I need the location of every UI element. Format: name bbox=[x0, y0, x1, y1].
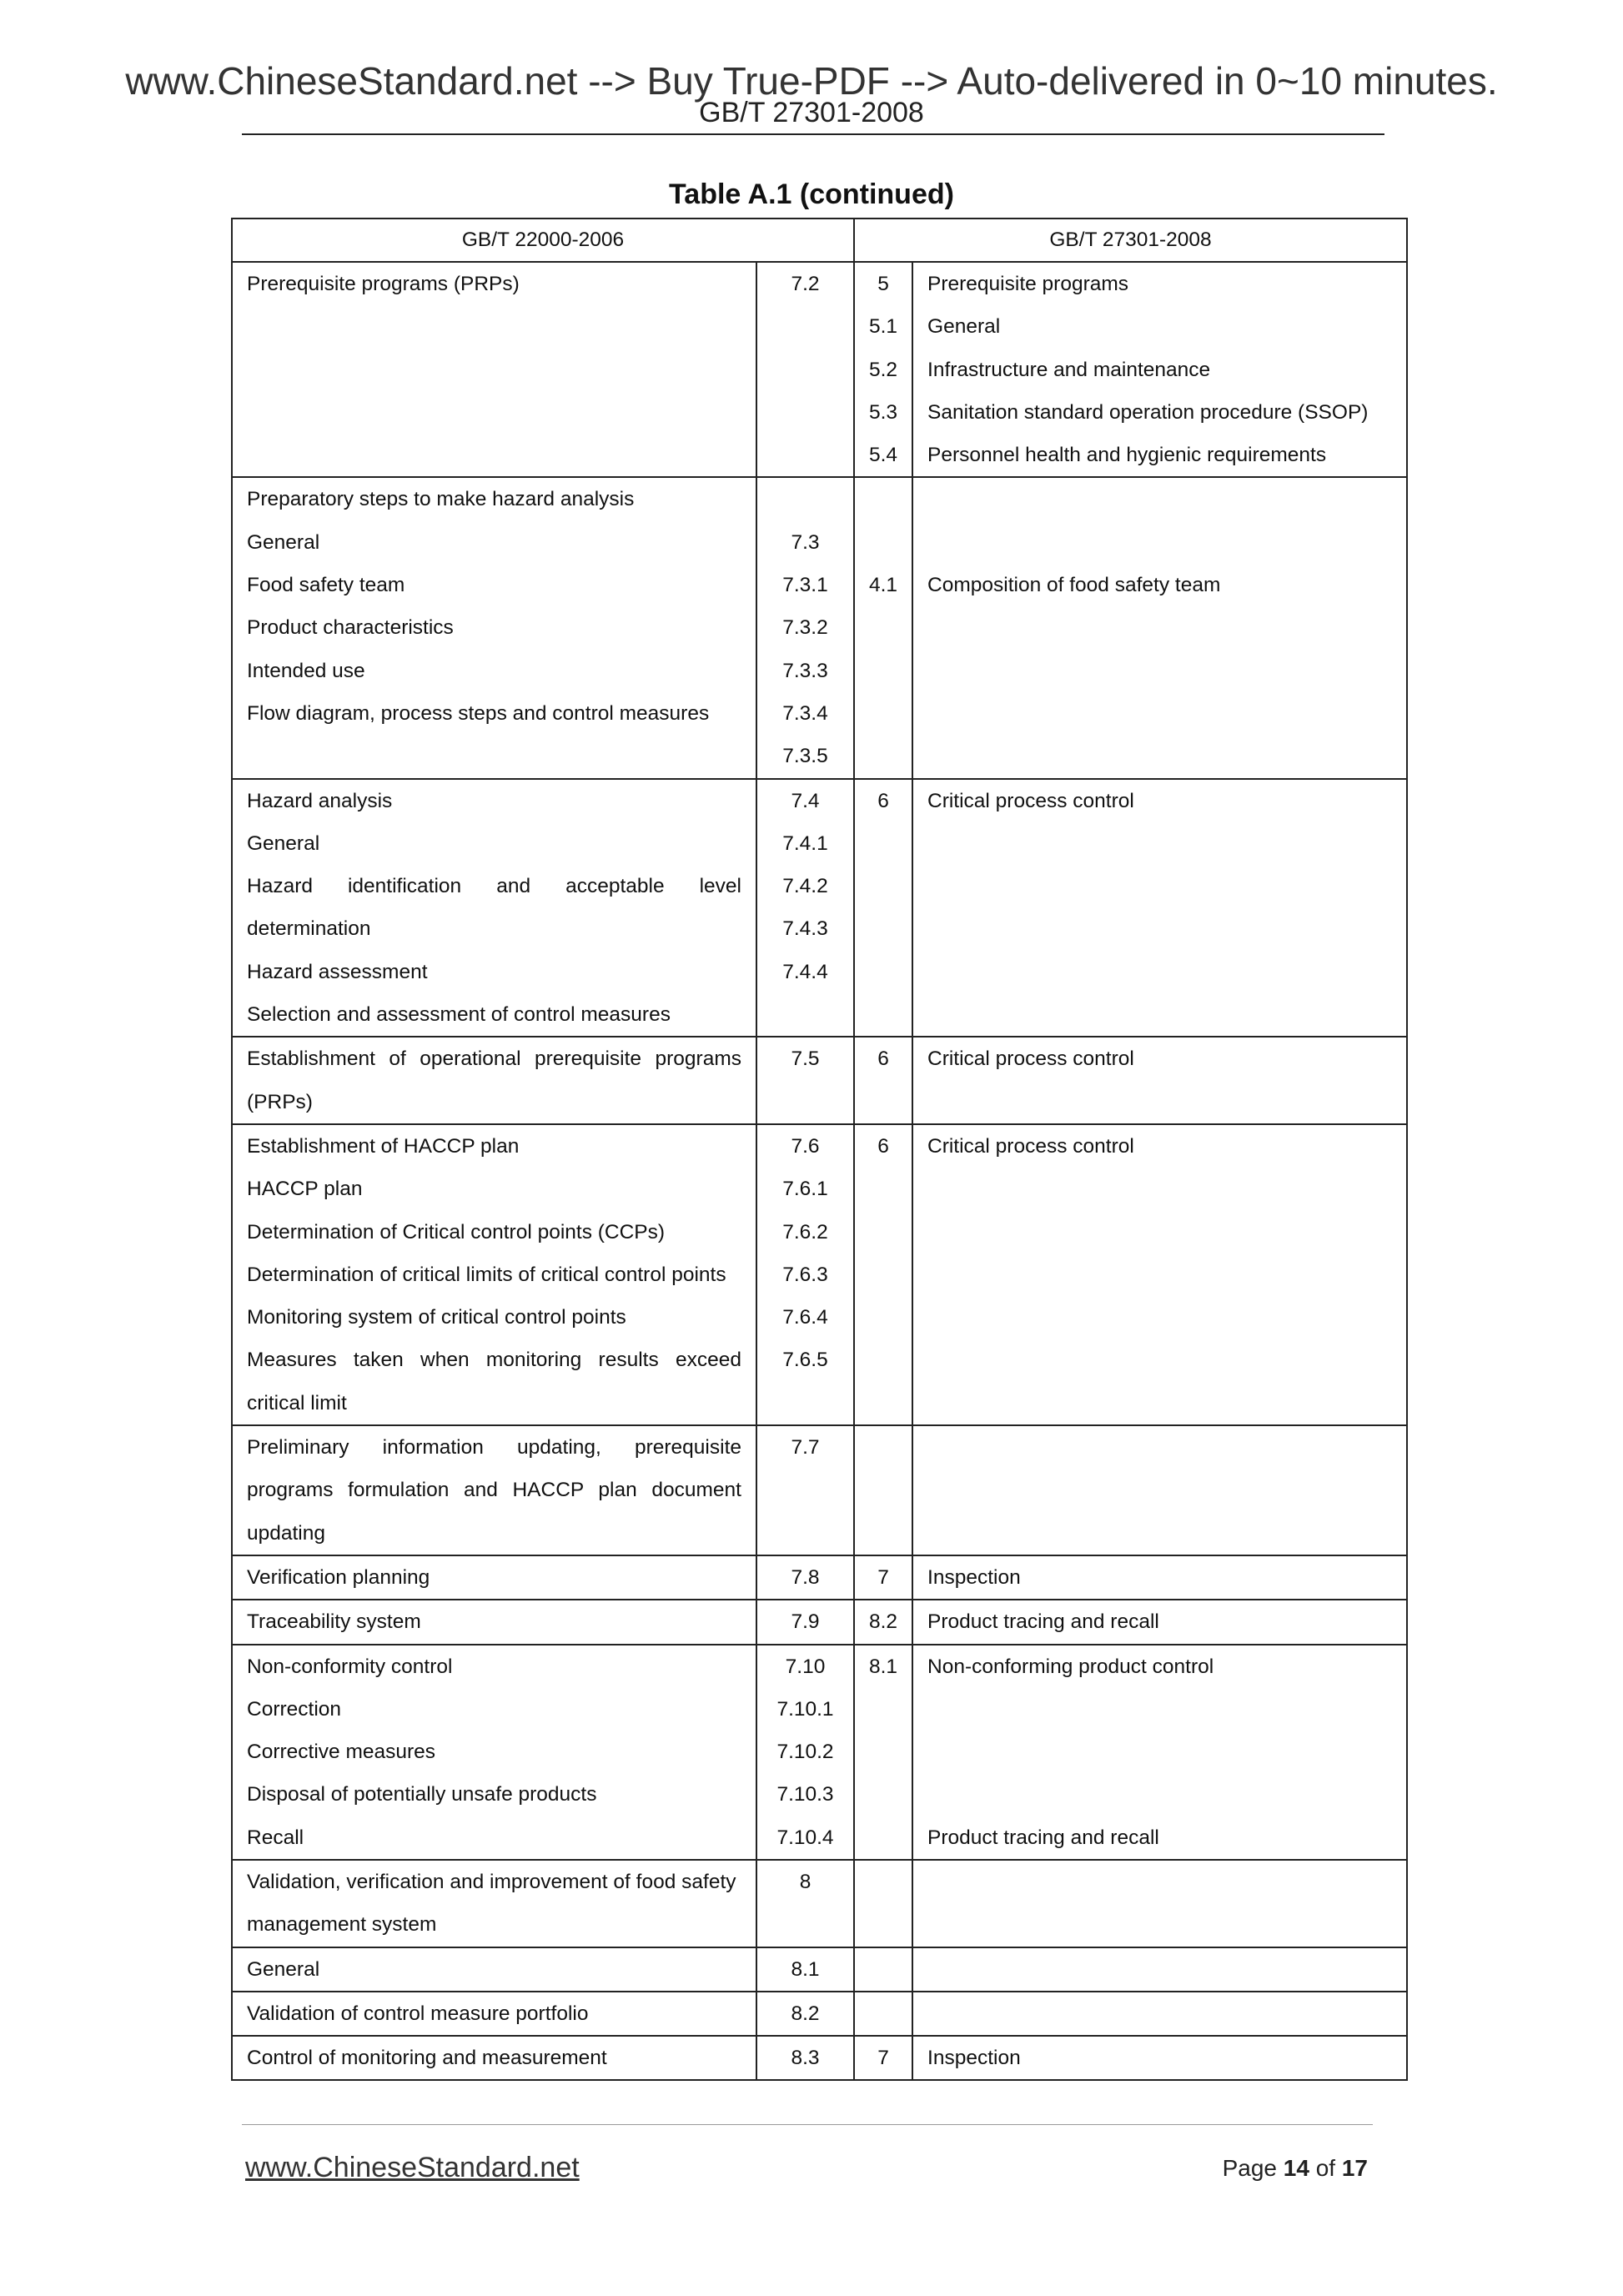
gbt22000-clause-number-line: 7.3.5 bbox=[782, 745, 828, 768]
gbt27301-clause-title-line bbox=[913, 1773, 1406, 1816]
gbt22000-clause-number-line bbox=[757, 434, 853, 476]
gbt27301-clause-title-cell bbox=[912, 1425, 1407, 1555]
gbt22000-clause-number-cell bbox=[756, 477, 854, 778]
gbt27301-clause-title-line bbox=[913, 478, 1406, 520]
gbt27301-clause-number-line: 7 bbox=[877, 1565, 889, 1589]
gbt27301-clause-title-line bbox=[913, 692, 1406, 735]
gbt22000-clause-title-cell bbox=[232, 2036, 756, 2080]
gbt27301-clause-number-line: 6 bbox=[877, 789, 889, 812]
gbt27301-clause-number-line: 4.1 bbox=[868, 574, 898, 597]
gbt27301-clause-title-line bbox=[913, 606, 1406, 649]
gbt27301-clause-number-line bbox=[855, 1254, 912, 1296]
gbt22000-clause-title-line: Traceability system bbox=[247, 1610, 421, 1634]
gbt27301-clause-number-line bbox=[855, 735, 912, 777]
gbt27301-clause-title-line bbox=[913, 865, 1406, 907]
gbt27301-clause-number-line bbox=[855, 907, 912, 950]
gbt22000-clause-title-line: Intended use bbox=[247, 659, 365, 682]
gbt27301-clause-title-line: General bbox=[927, 315, 1001, 339]
gbt27301-clause-title-cell bbox=[912, 779, 1407, 1037]
footer-divider bbox=[242, 2124, 1373, 2125]
table-row bbox=[232, 2036, 1407, 2080]
gbt27301-clause-title-cell bbox=[912, 1992, 1407, 2036]
table-title: Table A.1 (continued) bbox=[669, 178, 954, 210]
gbt27301-clause-number-cell bbox=[854, 1992, 912, 2036]
page-of: of bbox=[1315, 2155, 1336, 2181]
gbt27301-clause-number-line bbox=[855, 1731, 912, 1773]
gbt27301-clause-title-line bbox=[913, 993, 1406, 1036]
gbt27301-clause-number-line bbox=[855, 1816, 912, 1859]
gbt22000-clause-title-line: Non-conformity control bbox=[247, 1655, 453, 1678]
header-divider bbox=[242, 133, 1384, 135]
gbt22000-clause-number-line bbox=[757, 1512, 853, 1555]
gbt22000-clause-title-line: Determination of Critical control points (CCPs) bbox=[247, 1220, 666, 1243]
gbt27301-clause-title-line bbox=[913, 1903, 1406, 1946]
gbt27301-clause-title-line: Product tracing and recall bbox=[927, 1826, 1159, 1849]
gbt22000-clause-number-line bbox=[757, 1469, 853, 1511]
gbt27301-clause-title-line bbox=[913, 1426, 1406, 1469]
gbt22000-clause-title-line: General bbox=[247, 530, 320, 554]
gbt22000-clause-number-line bbox=[757, 1081, 853, 1123]
gbt22000-clause-number-line: 7.6.5 bbox=[782, 1349, 828, 1372]
gbt27301-clause-title-cell bbox=[912, 1645, 1407, 1860]
page-current: 14 bbox=[1283, 2155, 1309, 2181]
gbt27301-clause-title-line bbox=[913, 735, 1406, 777]
gbt22000-clause-number-line: 7.10.2 bbox=[776, 1741, 834, 1764]
gbt22000-clause-title-cell bbox=[232, 779, 756, 1037]
gbt22000-clause-number-line bbox=[757, 993, 853, 1036]
table-row bbox=[232, 1992, 1407, 2036]
gbt27301-clause-number-line: 5.2 bbox=[868, 358, 898, 381]
gbt22000-clause-number-line bbox=[757, 391, 853, 434]
gbt27301-clause-title-line bbox=[913, 1211, 1406, 1254]
gbt27301-clause-number-cell bbox=[854, 779, 912, 1037]
gbt27301-clause-number-line bbox=[855, 865, 912, 907]
gbt27301-clause-title-line: Product tracing and recall bbox=[927, 1610, 1159, 1634]
gbt22000-clause-number-cell bbox=[756, 1860, 854, 1947]
gbt27301-clause-title-line bbox=[913, 1992, 1406, 2035]
gbt27301-clause-title-line bbox=[913, 1081, 1406, 1123]
gbt22000-clause-number-line: 7.3.4 bbox=[782, 701, 828, 725]
gbt22000-clause-number-line: 7.9 bbox=[791, 1610, 820, 1634]
gbt22000-clause-title-line: management system bbox=[247, 1913, 437, 1937]
gbt27301-clause-number-line bbox=[855, 650, 912, 692]
gbt22000-clause-number-line: 7.4 bbox=[791, 789, 820, 812]
gbt22000-clause-title-line bbox=[233, 349, 756, 391]
table-row bbox=[232, 1600, 1407, 1644]
gbt27301-clause-number-cell bbox=[854, 1124, 912, 1425]
gbt27301-clause-title-line: Critical process control bbox=[927, 1048, 1134, 1071]
gbt27301-clause-title-line: Inspection bbox=[927, 2047, 1021, 2070]
gbt27301-clause-title-cell bbox=[912, 2036, 1407, 2080]
gbt22000-clause-title-cell bbox=[232, 262, 756, 477]
gbt27301-clause-title-line bbox=[913, 1339, 1406, 1381]
gbt27301-clause-number-line bbox=[855, 993, 912, 1036]
gbt27301-clause-title-line bbox=[913, 1948, 1406, 1991]
gbt27301-clause-number-cell bbox=[854, 1600, 912, 1644]
gbt22000-clause-title-line: Hazard analysis bbox=[247, 789, 393, 812]
gbt27301-clause-number-cell bbox=[854, 1425, 912, 1555]
gbt22000-clause-title-line: Control of monitoring and measurement bbox=[247, 2047, 607, 2070]
gbt27301-clause-number-cell bbox=[854, 1645, 912, 1860]
gbt22000-clause-number-line bbox=[757, 305, 853, 348]
gbt27301-clause-title-cell bbox=[912, 1555, 1407, 1600]
table-row bbox=[232, 1037, 1407, 1124]
page-number bbox=[1223, 2157, 1368, 2180]
gbt22000-clause-number-line bbox=[757, 349, 853, 391]
table-row bbox=[232, 1860, 1407, 1947]
gbt22000-clause-number-cell bbox=[756, 1645, 854, 1860]
gbt22000-clause-number-line: 7.5 bbox=[791, 1048, 820, 1071]
gbt22000-clause-title-line: General bbox=[247, 831, 320, 855]
gbt27301-clause-title-line: Personnel health and hygienic requirements bbox=[927, 444, 1327, 467]
table-row bbox=[232, 1555, 1407, 1600]
gbt27301-clause-number-line bbox=[855, 478, 912, 520]
gbt22000-clause-number-cell bbox=[756, 779, 854, 1037]
table-row bbox=[232, 779, 1407, 1037]
gbt27301-clause-number-line bbox=[855, 692, 912, 735]
gbt22000-clause-title-cell bbox=[232, 477, 756, 778]
gbt22000-clause-number-line: 7.8 bbox=[791, 1565, 820, 1589]
gbt27301-clause-number-cell bbox=[854, 477, 912, 778]
gbt22000-clause-title-line bbox=[233, 391, 756, 434]
gbt22000-clause-title-cell bbox=[232, 1124, 756, 1425]
gbt27301-clause-number-line bbox=[855, 1903, 912, 1946]
document-id: GB/T 27301-2008 bbox=[699, 97, 924, 128]
gbt22000-clause-title-line: HACCP plan bbox=[247, 1178, 363, 1201]
gbt27301-clause-title-cell bbox=[912, 1860, 1407, 1947]
gbt27301-clause-title-line bbox=[913, 521, 1406, 564]
gbt27301-clause-title-line bbox=[913, 1296, 1406, 1339]
gbt22000-clause-title-line: Hazard assessment bbox=[247, 960, 428, 983]
gbt22000-clause-number-line: 7.6.1 bbox=[782, 1178, 828, 1201]
gbt27301-clause-number-line: 7 bbox=[877, 2047, 889, 2070]
gbt22000-clause-title-line: determination bbox=[247, 917, 371, 941]
gbt22000-clause-number-line: 7.6.3 bbox=[782, 1263, 828, 1286]
gbt22000-clause-number-line: 7.10.1 bbox=[776, 1697, 834, 1721]
gbt27301-clause-number-line: 6 bbox=[877, 1134, 889, 1158]
gbt27301-clause-number-cell bbox=[854, 1860, 912, 1947]
gbt22000-clause-number-line: 8.1 bbox=[791, 1957, 820, 1981]
gbt27301-clause-title-line: Composition of food safety team bbox=[927, 574, 1221, 597]
table-row bbox=[232, 1425, 1407, 1555]
gbt22000-clause-title-line: programs formulation and HACCP plan document bbox=[247, 1479, 741, 1502]
gbt27301-clause-number-line bbox=[855, 951, 912, 993]
gbt22000-clause-title-line: Prerequisite programs (PRPs) bbox=[247, 273, 520, 295]
gbt27301-clause-number-line: 5 bbox=[877, 273, 889, 295]
gbt27301-clause-title-line bbox=[913, 650, 1406, 692]
gbt22000-clause-number-line: 8.3 bbox=[791, 2047, 820, 2070]
gbt27301-clause-number-line bbox=[855, 521, 912, 564]
header-banner[interactable]: www.ChineseStandard.net --> Buy True-PDF --> Auto-delivered in 0~10 minutes. bbox=[125, 59, 1498, 103]
gbt22000-clause-number-line: 7.6.2 bbox=[782, 1220, 828, 1243]
gbt27301-clause-number-line bbox=[855, 1992, 912, 2035]
gbt27301-clause-title-line bbox=[913, 822, 1406, 865]
gbt22000-clause-number-line: 7.10.4 bbox=[776, 1826, 834, 1849]
gbt27301-clause-number-line bbox=[855, 1773, 912, 1816]
gbt22000-clause-number-line: 7.10.3 bbox=[776, 1783, 834, 1806]
gbt22000-clause-title-line: General bbox=[247, 1957, 320, 1981]
table-body bbox=[232, 262, 1407, 2080]
header-gbt22000: GB/T 22000-2006 bbox=[232, 219, 854, 262]
gbt22000-clause-title-cell bbox=[232, 1860, 756, 1947]
gbt27301-clause-number-line bbox=[855, 1168, 912, 1210]
gbt22000-clause-number-line bbox=[757, 1382, 853, 1424]
gbt22000-clause-number-line: 7.3.2 bbox=[782, 616, 828, 640]
gbt22000-clause-title-line: Hazard identification and acceptable level bbox=[247, 875, 741, 898]
gbt22000-clause-number-line: 7.4.1 bbox=[782, 831, 828, 855]
gbt22000-clause-title-line: Food safety team bbox=[247, 574, 405, 597]
table-row bbox=[232, 1947, 1407, 1992]
gbt22000-clause-title-line bbox=[233, 434, 756, 476]
gbt27301-clause-title-line bbox=[913, 907, 1406, 950]
gbt22000-clause-number-cell bbox=[756, 1600, 854, 1644]
gbt27301-clause-number-line bbox=[855, 1081, 912, 1123]
gbt27301-clause-number-line bbox=[855, 1688, 912, 1731]
gbt22000-clause-number-line bbox=[757, 478, 853, 520]
gbt22000-clause-title-line: Corrective measures bbox=[247, 1741, 436, 1764]
gbt22000-clause-title-line: updating bbox=[247, 1521, 326, 1545]
gbt22000-clause-number-line: 7.2 bbox=[791, 273, 820, 295]
gbt27301-clause-title-line bbox=[913, 1731, 1406, 1773]
gbt22000-clause-number-cell bbox=[756, 1992, 854, 2036]
gbt22000-clause-number-cell bbox=[756, 1947, 854, 1992]
gbt22000-clause-title-line: Measures taken when monitoring results exceed bbox=[247, 1349, 741, 1372]
gbt27301-clause-title-line bbox=[913, 951, 1406, 993]
gbt22000-clause-number-line: 7.6 bbox=[791, 1134, 820, 1158]
gbt27301-clause-number-line: 6 bbox=[877, 1048, 889, 1071]
gbt22000-clause-number-cell bbox=[756, 1037, 854, 1124]
gbt22000-clause-title-line: Flow diagram, process steps and control measures bbox=[247, 701, 710, 725]
gbt22000-clause-number-cell bbox=[756, 1555, 854, 1600]
gbt27301-clause-title-line: Critical process control bbox=[927, 789, 1134, 812]
gbt22000-clause-title-cell bbox=[232, 1600, 756, 1644]
gbt22000-clause-title-cell bbox=[232, 1992, 756, 2036]
gbt22000-clause-number-line: 7.4.4 bbox=[782, 960, 828, 983]
gbt27301-clause-title-line bbox=[913, 1382, 1406, 1424]
table-header-row bbox=[232, 219, 1407, 262]
gbt22000-clause-number-cell bbox=[756, 2036, 854, 2080]
gbt22000-clause-number-line: 7.10 bbox=[785, 1655, 826, 1678]
gbt27301-clause-title-cell bbox=[912, 477, 1407, 778]
gbt22000-clause-title-line: Preparatory steps to make hazard analysis bbox=[247, 488, 635, 511]
gbt27301-clause-number-line bbox=[855, 1948, 912, 1991]
gbt27301-clause-number-line: 8.1 bbox=[868, 1655, 898, 1678]
gbt22000-clause-title-line: Validation, verification and improvement of food safety bbox=[247, 1870, 736, 1893]
gbt22000-clause-title-line: Establishment of HACCP plan bbox=[247, 1134, 520, 1158]
gbt22000-clause-title-line: Monitoring system of critical control points bbox=[247, 1306, 626, 1329]
gbt22000-clause-title-line: Selection and assessment of control measures bbox=[247, 1003, 671, 1027]
gbt22000-clause-number-cell bbox=[756, 262, 854, 477]
gbt27301-clause-number-cell bbox=[854, 1947, 912, 1992]
page-prefix: Page bbox=[1222, 2155, 1277, 2181]
gbt27301-clause-number-cell bbox=[854, 1555, 912, 1600]
gbt27301-clause-title-line bbox=[913, 1469, 1406, 1511]
gbt22000-clause-number-line: 8.2 bbox=[791, 2002, 820, 2025]
header-gbt27301: GB/T 27301-2008 bbox=[854, 219, 1407, 262]
gbt22000-clause-title-line: Correction bbox=[247, 1697, 342, 1721]
table-row bbox=[232, 477, 1407, 778]
gbt22000-clause-title-cell bbox=[232, 1555, 756, 1600]
gbt27301-clause-title-line: Critical process control bbox=[927, 1134, 1134, 1158]
gbt27301-clause-number-line bbox=[855, 1426, 912, 1469]
gbt22000-clause-title-line: Verification planning bbox=[247, 1565, 430, 1589]
gbt22000-clause-number-line: 8 bbox=[799, 1870, 812, 1893]
gbt22000-clause-title-line: Validation of control measure portfolio bbox=[247, 2002, 589, 2025]
gbt27301-clause-title-line: Prerequisite programs bbox=[927, 273, 1129, 295]
gbt22000-clause-title-cell bbox=[232, 1947, 756, 1992]
page-total: 17 bbox=[1341, 2155, 1368, 2181]
gbt22000-clause-number-line: 7.4.2 bbox=[782, 875, 828, 898]
gbt27301-clause-title-line bbox=[913, 1168, 1406, 1210]
gbt22000-clause-number-line: 7.7 bbox=[791, 1436, 820, 1459]
gbt27301-clause-number-cell bbox=[854, 1037, 912, 1124]
gbt27301-clause-number-line bbox=[855, 822, 912, 865]
gbt27301-clause-number-line bbox=[855, 1211, 912, 1254]
gbt22000-clause-number-line: 7.3.1 bbox=[782, 574, 828, 597]
gbt27301-clause-number-line bbox=[855, 1382, 912, 1424]
gbt22000-clause-number-cell bbox=[756, 1425, 854, 1555]
gbt27301-clause-title-line bbox=[913, 1254, 1406, 1296]
gbt22000-clause-number-line: 7.3 bbox=[791, 530, 820, 554]
gbt22000-clause-title-line: Determination of critical limits of critical control points bbox=[247, 1263, 726, 1286]
gbt27301-clause-title-line: Infrastructure and maintenance bbox=[927, 358, 1211, 381]
gbt22000-clause-title-line: Recall bbox=[247, 1826, 304, 1849]
gbt27301-clause-number-line bbox=[855, 1469, 912, 1511]
gbt27301-clause-title-line: Inspection bbox=[927, 1565, 1021, 1589]
standards-mapping-table bbox=[231, 218, 1408, 2081]
gbt22000-clause-title-cell bbox=[232, 1037, 756, 1124]
gbt22000-clause-title-line: critical limit bbox=[247, 1391, 347, 1414]
gbt27301-clause-title-cell bbox=[912, 1124, 1407, 1425]
gbt27301-clause-number-line bbox=[855, 1861, 912, 1903]
gbt22000-clause-title-line: Product characteristics bbox=[247, 616, 454, 640]
gbt27301-clause-number-line bbox=[855, 1296, 912, 1339]
gbt27301-clause-number-line: 5.4 bbox=[868, 444, 898, 467]
gbt22000-clause-title-line: Establishment of operational prerequisite programs bbox=[247, 1048, 741, 1071]
footer-site-link[interactable]: www.ChineseStandard.net bbox=[245, 2152, 580, 2183]
gbt27301-clause-title-line bbox=[913, 1688, 1406, 1731]
gbt22000-clause-title-line: Preliminary information updating, prerequisite bbox=[247, 1436, 741, 1459]
gbt27301-clause-title-cell bbox=[912, 1037, 1407, 1124]
gbt27301-clause-number-cell bbox=[854, 2036, 912, 2080]
gbt22000-clause-number-cell bbox=[756, 1124, 854, 1425]
gbt27301-clause-title-line bbox=[913, 1512, 1406, 1555]
gbt22000-clause-number-line: 7.3.3 bbox=[782, 659, 828, 682]
gbt22000-clause-title-line: (PRPs) bbox=[247, 1090, 313, 1113]
table-row bbox=[232, 1645, 1407, 1860]
gbt27301-clause-title-line: Non-conforming product control bbox=[927, 1655, 1214, 1678]
gbt22000-clause-title-cell bbox=[232, 1425, 756, 1555]
gbt22000-clause-title-cell bbox=[232, 1645, 756, 1860]
gbt27301-clause-number-line: 5.3 bbox=[868, 400, 898, 424]
table-row bbox=[232, 1124, 1407, 1425]
gbt27301-clause-title-line: Sanitation standard operation procedure (SSOP) bbox=[927, 400, 1369, 424]
gbt27301-clause-number-line: 8.2 bbox=[868, 1610, 898, 1634]
gbt22000-clause-number-line bbox=[757, 1903, 853, 1946]
gbt27301-clause-number-line bbox=[855, 1512, 912, 1555]
gbt22000-clause-number-line: 7.4.3 bbox=[782, 917, 828, 941]
gbt27301-clause-title-cell bbox=[912, 1947, 1407, 1992]
gbt27301-clause-title-cell bbox=[912, 262, 1407, 477]
gbt22000-clause-number-line: 7.6.4 bbox=[782, 1306, 828, 1329]
gbt27301-clause-number-cell bbox=[854, 262, 912, 477]
table-row bbox=[232, 262, 1407, 477]
gbt22000-clause-title-line bbox=[233, 305, 756, 348]
gbt27301-clause-number-line bbox=[855, 1339, 912, 1381]
gbt27301-clause-title-line bbox=[913, 1861, 1406, 1903]
gbt27301-clause-number-line: 5.1 bbox=[868, 315, 898, 339]
gbt22000-clause-title-line bbox=[233, 735, 756, 777]
gbt22000-clause-title-line: Disposal of potentially unsafe products bbox=[247, 1783, 597, 1806]
gbt27301-clause-title-cell bbox=[912, 1600, 1407, 1644]
gbt27301-clause-number-line bbox=[855, 606, 912, 649]
